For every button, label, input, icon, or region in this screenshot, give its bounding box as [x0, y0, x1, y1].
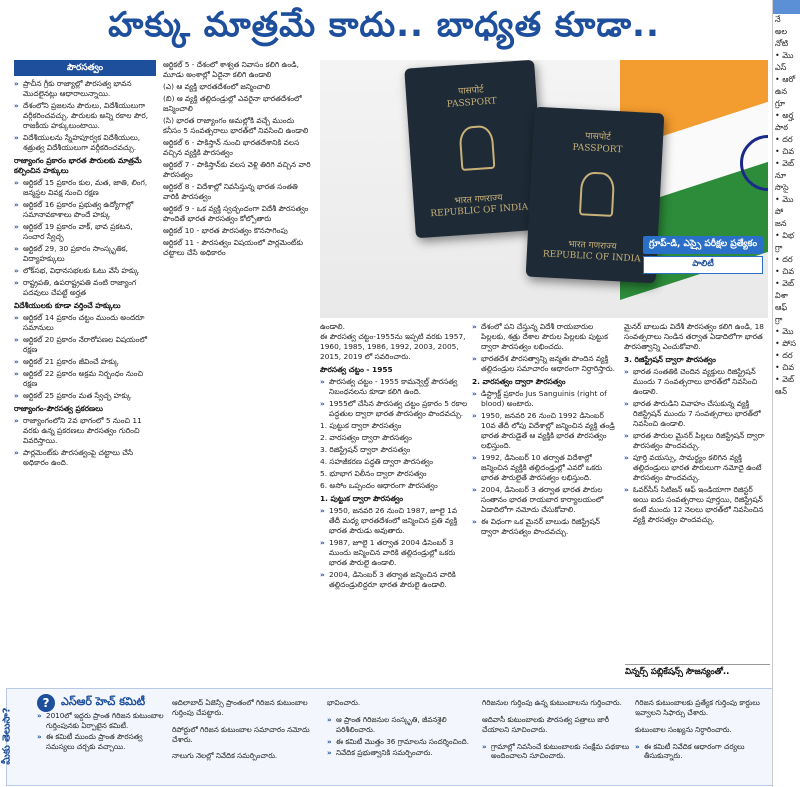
list-item: కుటుంబాల సంఖ్యను నిర్ధారించారు. [635, 724, 732, 734]
passport-1 [404, 60, 546, 238]
list-item: » ఆర్టికల్ 25 ప్రకారం మత స్వేచ్ఛ హక్కు [14, 391, 156, 401]
strip-line: • దర [775, 255, 793, 264]
box-column [482, 691, 632, 763]
strip-line: • ఆరో [775, 75, 796, 84]
list-item: » ఓవర్‌సీస్ సిటిజన్ ఆఫ్ ఇండియాగా రిజిస్టర్ అయి ఐదు సంవత్సరాలు పూర్తయి, రిజిస్ట్రేషన్ కంటే ముందు 12 నెలలు భారత్‌లో నివసించిన వ్యక్తి పౌరసత్వం పొందవచ్చు. [624, 485, 770, 525]
list-item: ఆర్టికల్ 5 - దేశంలో శాశ్వత నివాసం కలిగి ఉండి, మూడు అంశాల్లో ఏదైనా కలిగి ఉండాలి [163, 60, 299, 79]
list-item: » లోక్‌సభ, విధానసభలకు ఓటు వేసే హక్కు [14, 266, 156, 276]
list-item: » రాష్ట్రపతి, ఉపరాష్ట్రపతి వంటి రాజ్యాంగ పదవులు చేపట్టే అర్హత [14, 278, 156, 298]
strip-line: ఉన [775, 87, 787, 96]
headline: హక్కు మాత్రమే కాదు.. బాధ్యత కూడా.. [108, 5, 660, 45]
list-item: » భారత పౌరుల మైనర్ పిల్లలు రిజిస్ట్రేషన్ ద్వారా పౌరసత్వం పొందవచ్చు. [624, 431, 770, 451]
subheading: రాజ్యాంగం-పౌరసత్వ ప్రకరణలు [14, 403, 103, 413]
list-item: రిపోర్టులో గిరిజన కుటుంబాల సమాచారం నమోదు చేశారు. [172, 724, 310, 744]
section-title: పౌరసత్వం [14, 60, 156, 76]
publisher-credit: విన్నర్స్ పబ్లికేషన్స్ సౌజన్యంతో.. [625, 664, 770, 679]
strip-line: • చివ [775, 363, 795, 372]
strip-line: గ్రా [775, 243, 783, 252]
strip-line: గ్రూ [775, 99, 786, 108]
list-item: » ఆర్టికల్ 15 ప్రకారం కుల, మత, జాతి, లింగ, జన్మస్థల వివక్ష నుంచి రక్షణ [14, 178, 156, 198]
strip-line: ఆఫ్ [775, 303, 788, 312]
list-item: » 2004, డిసెంబర్ 3 తర్వాత జన్మించిన వారికి తల్లిదండ్రులిద్దరూ భారత పౌరులై ఉండాలి. [320, 570, 468, 590]
subheading: విదేశీయులకు కూడా వర్తించే హక్కులు [14, 300, 121, 310]
strip-line: • దర [775, 351, 793, 360]
list-item: ఆర్టికల్ 11 - పౌరసత్వం విషయంలో పార్లమెంట్‌కు చట్టాలు చేసే అధికారం [163, 237, 304, 257]
list-item: » ఆర్టికల్ 21 ప్రకారం జీవించే హక్కు [14, 357, 156, 367]
list-item: భావించారు. [327, 698, 361, 708]
list-item: » 1992, డిసెంబర్ 10 తర్వాత విదేశాల్లో జన్మించిన వ్యక్తికి తల్లిదండ్రుల్లో ఎవరో ఒకరు భారత పౌరులైతే పౌరసత్వం లభిస్తుంది. [472, 453, 620, 483]
column-articles [163, 60, 313, 320]
list-item: » ఆర్టికల్ 29, 30 ప్రకారం సాంస్కృతిక, విద్యాహక్కులు [14, 244, 156, 264]
list-item: 3. రిజిస్ట్రేషన్ ద్వారా పౌరసత్వం [320, 444, 411, 454]
list-item: » ఈ విధంగా ఒక మైనర్ బాలుడు రిజిస్ట్రేషన్ ద్వారా పౌరసత్వం పొందవచ్చు. [472, 517, 620, 537]
list-item: » ఈ కమిటీ మొత్తం 36 గ్రామాలను సందర్శించింది. [327, 737, 477, 747]
adjacent-page-strip [772, 0, 800, 787]
list-item: » రాజ్యాంగంలోని 2వ భాగంలో 5 నుంచి 11 వరకు ఉన్న ప్రకరణలు పౌరసత్వం గురించి వివరిస్తాయి. [14, 416, 156, 446]
passport-republic: भारत गणराज्य REPUBLIC OF INDIA [542, 239, 641, 265]
list-item: » భారత పౌరుడిని వివాహం చేసుకున్న వ్యక్తి రిజిస్ట్రేషన్ ముందు 7 సంవత్సరాలు భారత్‌లో నివసించి ఉండాలి. [624, 399, 770, 429]
list-item: » ఆర్టికల్ 19 ప్రకారం వాక్, భావ ప్రకటన, సంచార స్వేచ్ఛ [14, 222, 156, 242]
box-column [172, 691, 322, 763]
strip-line: • చివ [775, 147, 795, 156]
list-item: (బి) ఆ వ్యక్తి తల్లిదండ్రుల్లో ఎవరైనా భారతదేశంలో జన్మించాలి [163, 93, 302, 113]
national-emblem-icon [579, 171, 615, 217]
strip-line: జన [775, 219, 787, 228]
list-item: గిరిజన కుటుంబాలకు ప్రత్యేక గుర్తింపు కార్డులు ఇవ్వాలని సిఫార్సు చేశారు. [635, 698, 760, 717]
list-item: » విదేశీయులను స్నేహపూర్వక విదేశీయులు, శత్రుత్వ విదేశీయులుగా వర్గీకరించవచ్చు. [14, 133, 156, 153]
list-item: » ఆర్టికల్ 16 ప్రకారం ప్రభుత్వ ఉద్యోగాల్లో సమానావకాశాలు పొందే హక్కు [14, 200, 156, 220]
list-item: 5. భూభాగ విలీనం ద్వారా పౌరసత్వం [320, 468, 427, 478]
passport-photo [320, 60, 768, 318]
subheading: 1. పుట్టుక ద్వారా పౌరసత్వం [320, 493, 403, 503]
list-item: » భారత సంతతికి చెందిన వ్యక్తులు రిజిస్ట్రేషన్ ముందు 7 సంవత్సరాలు భారత్‌లో నివసించి ఉండాలి. [624, 367, 770, 397]
column-registration [624, 322, 770, 660]
strip-line: గ్రా [775, 315, 783, 324]
strip-line: • వెబ్ [775, 279, 794, 288]
subheading: 2. వారసత్వం ద్వారా పౌరసత్వం [472, 376, 566, 386]
list-item: » దేశంలో పని చేస్తున్న విదేశీ రాయబారుల పిల్లలకు, శత్రు దేశాల పౌరుల పిల్లలకు పుట్టుక ద్వారా పౌరసత్వం లభించదు. [472, 322, 620, 352]
side-label: మీకు తెలుసా? [1, 707, 13, 765]
list-item: ఆర్టికల్ 7 - పాకిస్తాన్‌కు వలస వెళ్లి తిరిగి వచ్చిన వారి పౌరసత్వం [163, 159, 311, 179]
box-column [327, 691, 477, 763]
strip-line: • అర్హ [775, 111, 794, 120]
list-item: ఆర్టికల్ 6 - పాకిస్తాన్ నుంచి భారతదేశానికి వలస వచ్చిన వ్యక్తికి పౌరసత్వం [163, 137, 300, 157]
list-item: » గ్రామాల్లో నివసించే కుటుంబాలకు సంక్షేమ పథకాలు అందించాలని సూచించారు. [482, 742, 632, 761]
strip-line: • మొ [775, 327, 794, 336]
strip-line: పాఠ [775, 123, 788, 132]
list-item: » ఈ కమిటీ ముందు ప్రాంత పౌరసత్వ సమస్యలు చర్చకు వచ్చాయి. [37, 732, 167, 751]
passport-title: पासपोर्ट PASSPORT [446, 85, 498, 110]
subheading: 3. రిజిస్ట్రేషన్ ద్వారా పౌరసత్వం [624, 354, 716, 364]
list-item: » ఆర్టికల్ 22 ప్రకారం అక్రమ నిర్బంధం నుంచి రక్షణ [14, 369, 156, 389]
column-citizenship [14, 60, 156, 660]
list-item: » ఆ ప్రాంత గిరిజనుల సంస్కృతి, జీవనశైలి పరిశీలించారు. [327, 715, 477, 734]
strip-line: • వెబ్ [775, 159, 794, 168]
list-item: » ప్రాచీన గ్రీకు రాజ్యాల్లో పౌరసత్వ భావన మొదలైనట్లు ఆధారాలున్నాయి. [14, 79, 156, 99]
list-item: » పూర్తి వయస్సు, సామర్థ్యం కలిగిన వ్యక్తి తల్లిదండ్రులు భారత పౌరులుగా నమోదై ఉంటే పౌరసత్వం పొందవచ్చు. [624, 453, 770, 483]
list-item: 6. అసోం ఒప్పందం ఆధారంగా పౌరసత్వం [320, 480, 438, 490]
list-item: » 1950, జనవరి 26 నుంచి 1992 డిసెంబర్ 10వ తేదీ లోపు విదేశాల్లో జన్మించిన వ్యక్తి తండ్రి భారత పౌరుడైతే ఆ వ్యక్తికి భారత పౌరసత్వం లభిస్తుంది. [472, 411, 620, 451]
passport-title: पासपोर्ट PASSPORT [572, 131, 623, 156]
list-item: ఆర్టికల్ 9 - ఒక వ్యక్తి స్వచ్ఛందంగా విదేశీ పౌరసత్వం పొందితే భారత పౌరసత్వం కోల్పోతారు [163, 203, 309, 223]
strip-header [773, 0, 800, 14]
national-emblem-icon [458, 125, 495, 171]
strip-line: సొసై [775, 183, 789, 192]
strip-line: నే [775, 15, 781, 24]
subheading: రాజ్యాంగం ప్రకారం భారత పౌరులకు మాత్రమే కల్పించిన హక్కులు [14, 156, 142, 176]
strip-line: అల [775, 27, 788, 36]
strip-line: ఎస్ [775, 63, 787, 72]
list-item: » ఆర్టికల్ 14 ప్రకారం చట్టం ముందు అందరూ సమానులు [14, 313, 156, 333]
list-item: » దేశంలోని ప్రజలను పౌరులు, విదేశీయులుగా వర్గీకరించవచ్చు. పౌరులకు అన్ని రకాల పౌర, రాజకీయ హక్కులుంటాయి. [14, 101, 156, 131]
passport-republic: भारत गणराज्य REPUBLIC OF INDIA [430, 192, 529, 220]
strip-lines [773, 14, 800, 398]
list-item: గిరిజనుల గుర్తింపు ఉన్న కుటుంబాలను గుర్తించారు. [482, 698, 622, 708]
list-item: » 2010లో ఇద్దరు ప్రాంత గిరిజన కుటుంబాల గుర్తింపునకు ఏర్పాటైన కమిటీ. [37, 711, 167, 730]
paragraph: ఉండాలి. ఈ పౌరసత్వ చట్టం-1955ను ఇప్పటి వరకు 1957, 1960, 1985, 1986, 1992, 2003, 2005, 2015, 2019 లో సవరించారు. [320, 322, 466, 361]
question-icon: ? [37, 694, 55, 712]
list-item: ఆదివాసీ కుటుంబాలకు పౌరసత్వ పత్రాలు జారీ చేయాలని సూచించారు. [482, 715, 610, 734]
list-item: » 2004, డిసెంబర్ 3 తర్వాత భారత పౌరుల సంతానం భారత రాయబార కార్యాలయంలో ఏడాదిలోగా నమోదు చేసుకోవాలి. [472, 485, 620, 515]
list-item: » 1955లో చేసిన పౌరసత్వ చట్టం ప్రకారం 5 రకాల పద్ధతుల ద్వారా భారత పౌరసత్వం పొందవచ్చు. [320, 399, 468, 419]
subheading: పౌరసత్వ చట్టం - 1955 [320, 364, 393, 374]
box-column [635, 691, 773, 763]
paragraph: మైనర్ బాలుడు విదేశీ పౌరసత్వం కలిగి ఉండి, 18 సంవత్సరాలు నిండిన తర్వాత ఏడాదిలోగా భారత పౌరసత్వాన్ని ఎంచుకోవాలి. [624, 322, 764, 351]
did-you-know-box [1, 688, 775, 786]
box-column [37, 711, 167, 783]
box-title: ఎస్ఆర్ హెచ్ కమిటీ [61, 695, 146, 708]
list-item: » 1987, జూలై 1 తర్వాత 2004 డిసెంబర్ 3 ముందు జన్మించిన వారికి తల్లిదండ్రుల్లో ఒకరు భారత పౌరులై ఉండాలి. [320, 538, 468, 568]
badge-title: గ్రూప్-డి, ఎస్సై పరీక్షల ప్రత్యేకం [643, 236, 763, 254]
list-item: » ఈ కమిటీ నివేదిక ఆధారంగా చర్యలు తీసుకున్నారు. [635, 742, 773, 761]
list-item: » నివేదిక ప్రభుత్వానికి సమర్పించారు. [327, 748, 477, 758]
strip-line: • మొ [775, 195, 794, 204]
list-item: » 1950, జనవరి 26 నుంచి 1987, జూలై 1వ తేదీ మధ్య భారతదేశంలో జన్మించిన ప్రతి వ్యక్తి భారత పౌరుడు అవుతారు. [320, 506, 468, 536]
strip-line: నూ [775, 171, 786, 180]
strip-line: • విభ [775, 231, 794, 240]
strip-line: విశా [775, 291, 788, 300]
column-act-1955 [320, 322, 468, 687]
strip-line: పో [775, 207, 784, 216]
strip-line: • వెబ్ [775, 375, 794, 384]
strip-line: • దర [775, 135, 793, 144]
list-item: 4. సహజీకరణ పద్ధతి ద్వారా పౌరసత్వం [320, 456, 434, 466]
strip-line: • మొ [775, 51, 794, 60]
list-item: నాలుగు నెలల్లో నివేదిక సమర్పించారు. [172, 751, 278, 761]
list-item: » పార్లమెంట్‌కు పౌరసత్వంపై చట్టాలు చేసే అధికారం ఉంది. [14, 448, 156, 468]
list-item: » ఆర్టికల్ 20 ప్రకారం నేరారోపణల విషయంలో రక్షణ [14, 335, 156, 355]
strip-line: • పోస [775, 339, 796, 348]
exam-badge [643, 236, 763, 274]
strip-line: నోటి [775, 39, 789, 48]
list-item: ఆర్టికల్ 10 - భారత పౌరసత్వం కొనసాగింపు [163, 225, 288, 235]
badge-subject: పాలిటీ [643, 256, 763, 274]
list-item: 1. పుట్టుక ద్వారా పౌరసత్వం [320, 420, 402, 430]
list-item: ఆర్టికల్ 8 - విదేశాల్లో నివసిస్తున్న భారత సంతతి వారికి పౌరసత్వం [163, 181, 298, 201]
strip-line: • చివ [775, 267, 795, 276]
list-item: 2. వారసత్వం ద్వారా పౌరసత్వం [320, 432, 412, 442]
column-descent [472, 322, 620, 687]
list-item: ఆదిలాబాద్ ఏజెన్సీ ప్రాంతంలో గిరిజన కుటుంబాల గుర్తింపు చేపట్టారు. [172, 698, 308, 717]
list-item: (ఎ) ఆ వ్యక్తి భారతదేశంలో జన్మించాలి [163, 81, 271, 91]
list-item: » పౌరసత్వ చట్టం - 1955 కామన్వెల్త్ పౌరసత్వ నిబంధనలను కూడా కలిగి ఉంది. [320, 377, 468, 397]
list-item: (సి) భారత రాజ్యాంగం అమల్లోకి వచ్చే ముందు కనీసం 5 సంవత్సరాలు భారత్‌లో నివసించి ఉండాలి [163, 115, 309, 135]
list-item: » భారతదేశ పౌరసత్వాన్ని జన్మతః పొందిన వ్యక్తి తల్లిదండ్రుల సమాచారం ఆధారంగా నిర్ధారిస్తారు. [472, 354, 620, 374]
list-item: » డిస్ట్రాక్ట్ ప్రకారం Jus Sanguinis (right of blood) అంటారు. [472, 389, 620, 409]
strip-line: ఆన్ [775, 387, 787, 396]
